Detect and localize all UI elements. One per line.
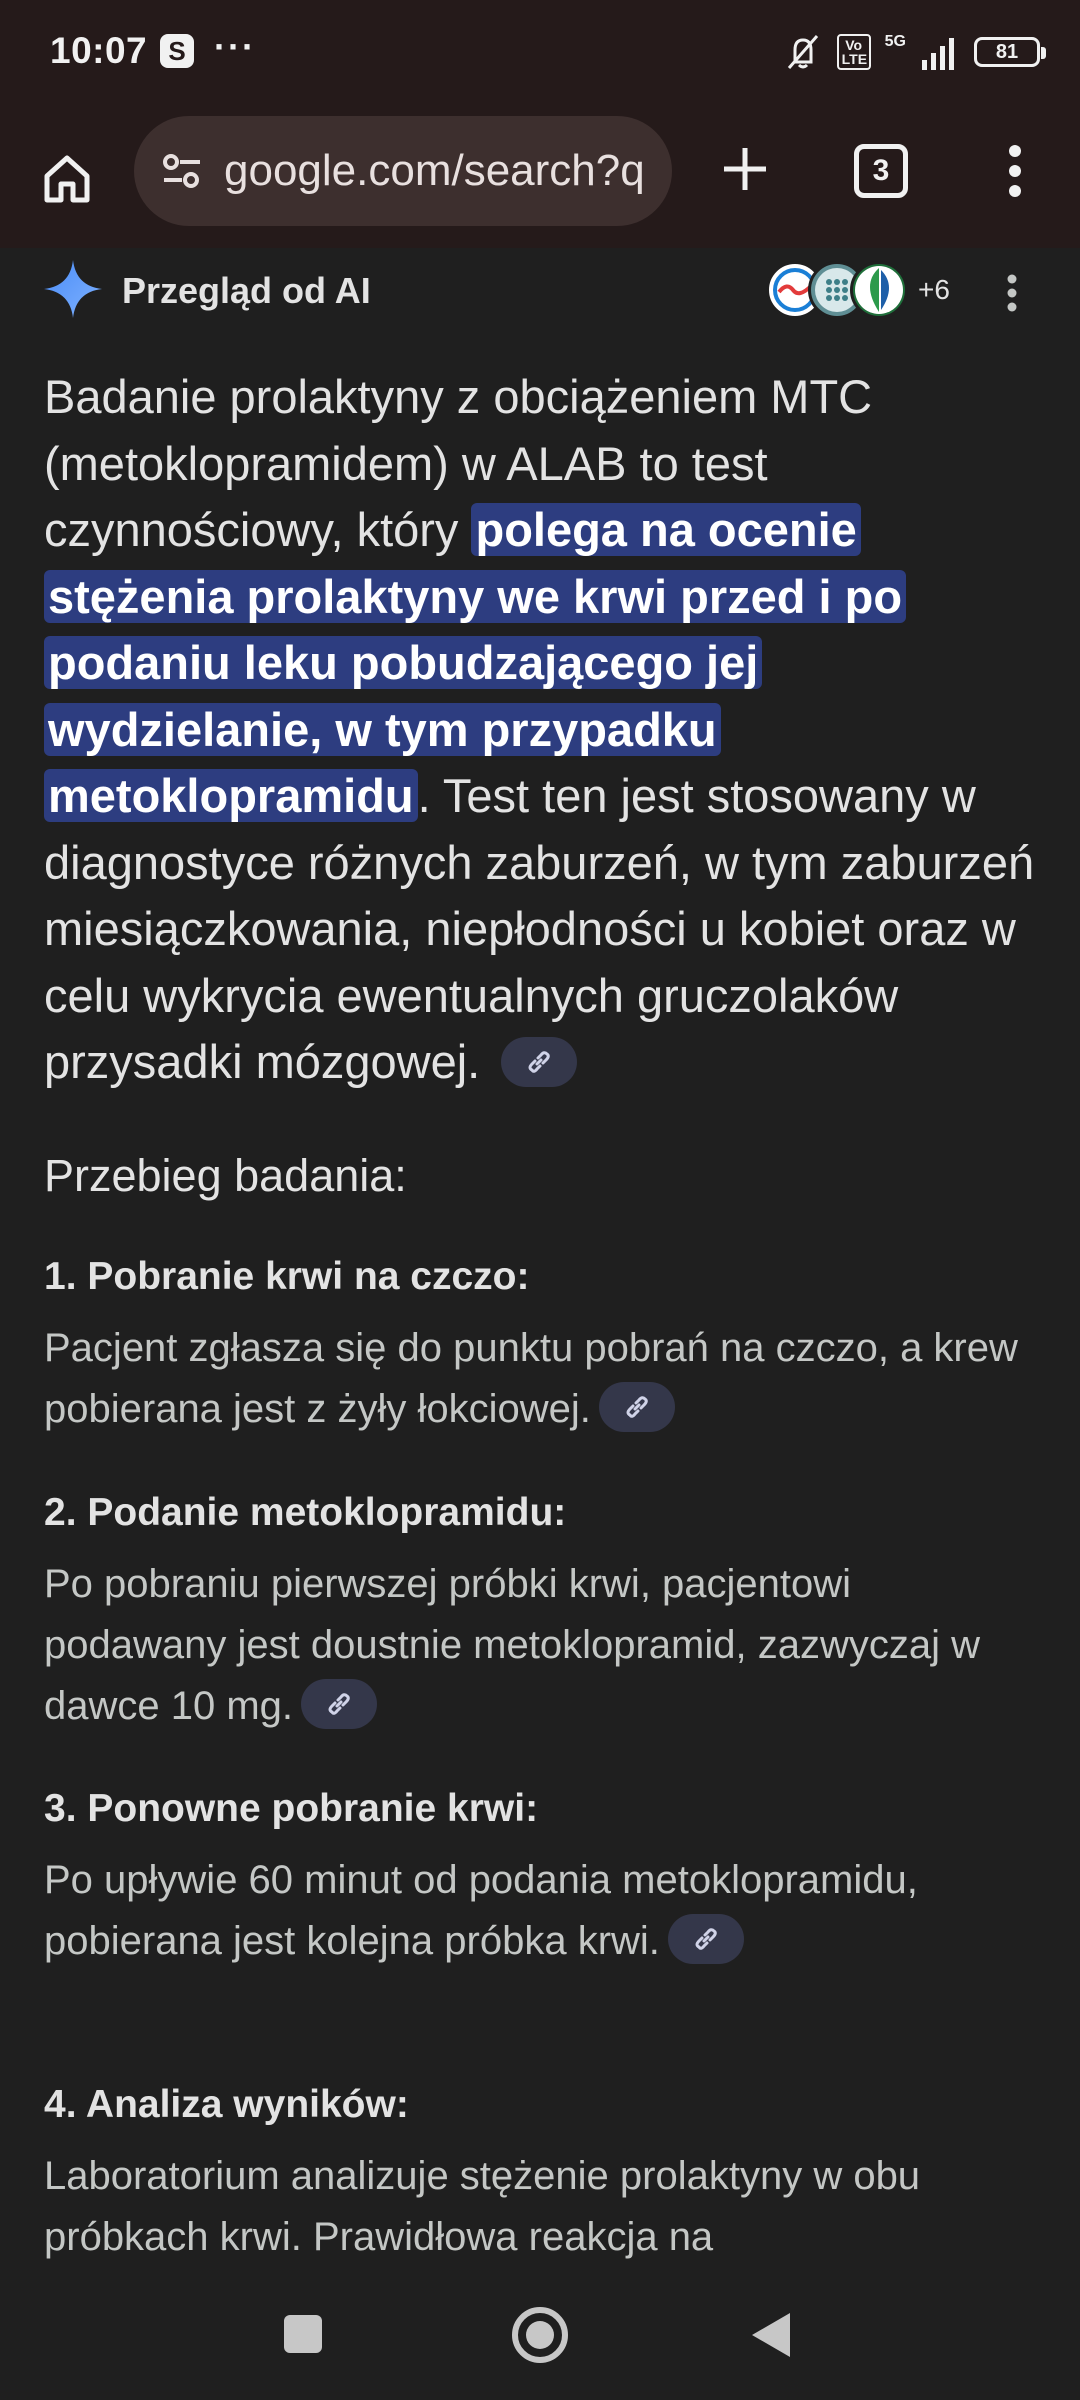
source-favicon[interactable] xyxy=(850,261,908,319)
sources-button[interactable] xyxy=(766,260,950,320)
back-button[interactable] xyxy=(752,2313,790,2357)
summary-highlight: polega na ocenie stężenia prolaktyny we krwi przed i po podaniu leku pobudzającego jej wydzielanie, w tym przypadku metoklopramidu xyxy=(44,503,906,822)
step-title: 3. Ponowne pobranie krwi: xyxy=(44,1787,539,1830)
ai-overview-header xyxy=(0,248,1080,338)
url-text[interactable]: google.com/search?q xyxy=(224,146,645,195)
url-bar[interactable] xyxy=(134,116,672,226)
home-nav-button[interactable] xyxy=(512,2307,568,2363)
summary-text: . Test ten jest stosowany w diagnostyce różnych zaburzeń, w tym zaburzeń miesiączkowania, niepłodności u kobiet oraz w celu wykrycia ewentualnych gruczolaków przysadki mózgowej. xyxy=(44,769,1035,1088)
app-notification-icon: S xyxy=(160,34,194,68)
list-item xyxy=(44,2080,1044,2268)
status-bar xyxy=(0,0,1080,108)
step-text: Po upływie 60 minut od podania metoklopramidu, pobierana jest kolejna próbka krwi. xyxy=(44,1858,918,1963)
status-time: 10:07 xyxy=(50,30,148,71)
list-item xyxy=(44,1252,1044,1440)
summary-text: Badanie prolaktyny z obciążeniem MTC (metoklopramidem) w ALAB to test czynnościowy, który xyxy=(44,370,873,556)
volte-icon: Vo LTE xyxy=(837,34,871,70)
step-body xyxy=(44,1554,1044,1737)
tab-switcher-button[interactable]: 3 xyxy=(854,144,908,198)
new-tab-button[interactable] xyxy=(712,136,778,202)
ai-overview-menu-button[interactable] xyxy=(992,268,1032,318)
step-title: 2. Podanie metoklopramidu: xyxy=(44,1491,567,1534)
more-vert-icon xyxy=(1007,274,1017,312)
mute-vibrate-icon xyxy=(783,32,823,72)
system-navigation-bar xyxy=(0,2275,1080,2400)
source-link-button[interactable] xyxy=(668,1914,744,1964)
step-text: Pacjent zgłasza się do punktu pobrań na czczo, a krew pobierana jest z żyły łokciowej. xyxy=(44,1326,1018,1431)
home-button[interactable] xyxy=(34,138,100,218)
more-notifications-icon: ··· xyxy=(214,26,256,67)
ai-overview-summary xyxy=(44,364,1044,1096)
source-link-button[interactable] xyxy=(599,1382,675,1432)
step-body: Laboratorium analizuje stężenie prolaktyny w obu próbkach krwi. Prawidłowa reakcja na xyxy=(44,2154,921,2259)
status-icons xyxy=(783,30,1040,74)
ai-overview-title: Przegląd od AI xyxy=(122,270,371,311)
link-icon xyxy=(525,1048,553,1076)
step-title: 1. Pobranie krwi na czczo: xyxy=(44,1255,530,1298)
browser-menu-button[interactable] xyxy=(990,138,1040,204)
source-link-button[interactable] xyxy=(501,1037,577,1087)
battery-icon: 81 xyxy=(974,37,1040,67)
list-item xyxy=(44,1784,1044,1972)
home-icon xyxy=(39,150,95,206)
list-item xyxy=(44,1488,1044,1737)
section-heading: Przebieg badania: xyxy=(44,1150,407,1201)
source-link-button[interactable] xyxy=(301,1679,377,1729)
step-body xyxy=(44,1318,1044,1440)
gemini-sparkle-icon xyxy=(42,258,104,320)
step-title: 4. Analiza wyników: xyxy=(44,2083,409,2126)
network-type: 5G xyxy=(884,33,906,50)
more-vert-icon xyxy=(1008,144,1022,198)
link-icon xyxy=(325,1690,353,1718)
step-text: Po pobraniu pierwszej próbki krwi, pacjentowi podawany jest doustnie metoklopramid, zazwyczaj w dawce 10 mg. xyxy=(44,1562,980,1728)
browser-toolbar xyxy=(0,108,1080,248)
tune-icon[interactable] xyxy=(160,151,204,191)
link-icon xyxy=(623,1393,651,1421)
recents-button[interactable] xyxy=(284,2315,322,2353)
step-body xyxy=(44,1850,1044,1972)
link-icon xyxy=(692,1925,720,1953)
more-sources-count[interactable]: +6 xyxy=(918,274,950,305)
signal-icon xyxy=(920,34,960,70)
plus-icon xyxy=(720,144,770,194)
